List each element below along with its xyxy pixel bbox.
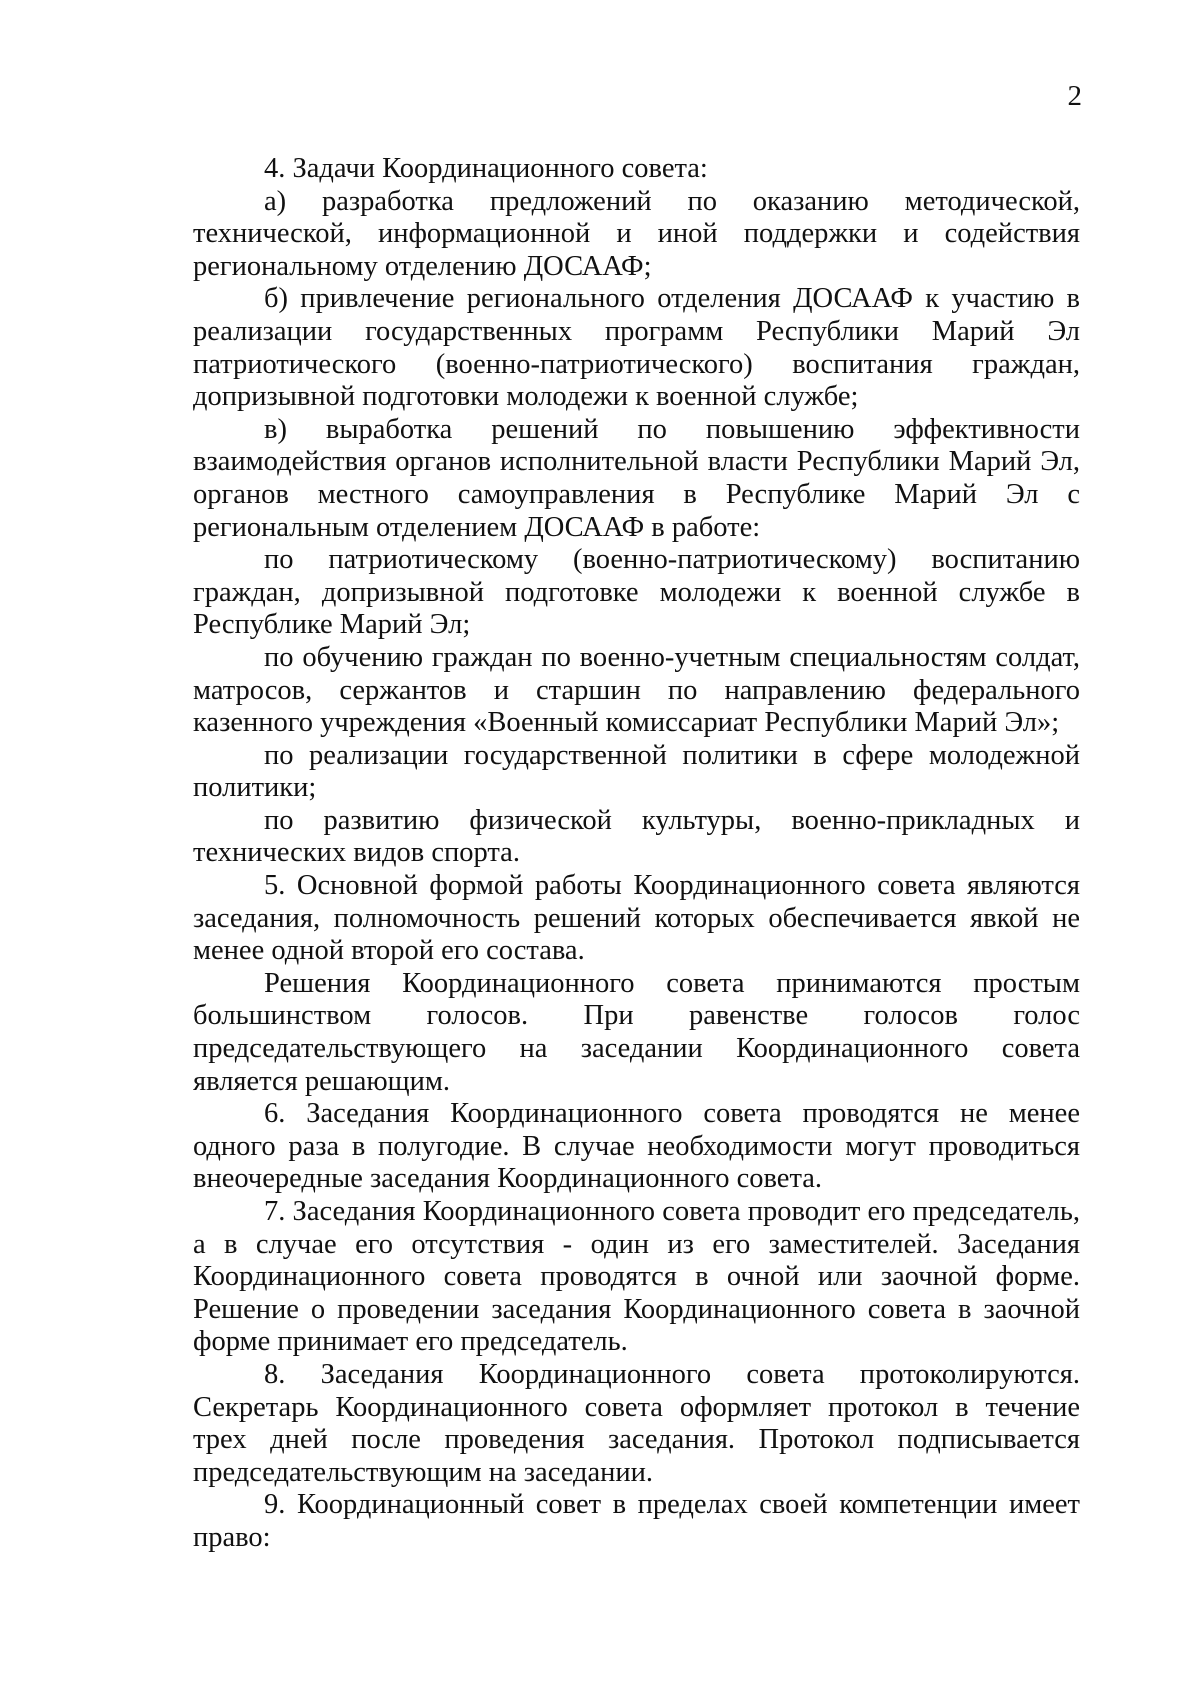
paragraph-8: 8. Заседания Координационного совета протоколируются. Секретарь Координационного совета оформляет протокол в течение трех дней после проведения заседания. Протокол подписывается председательствующим на заседании. (193, 1358, 1080, 1488)
paragraph-5-decisions: Решения Координационного совета принимаются простым большинством голосов. При равенстве голосов голос председательствующего на заседании Координационного совета является решающим. (193, 967, 1080, 1097)
paragraph-7: 7. Заседания Координационного совета проводит его председатель, а в случае его отсутствия - один из его заместителей. Заседания Координационного совета проводятся в очной или заочной форме. Решение о проведении заседания Координационного совета в заочной форме принимает его председатель. (193, 1196, 1080, 1358)
paragraph-9: 9. Координационный совет в пределах своей компетенции имеет право: (193, 1489, 1080, 1553)
page-number: 2 (1067, 80, 1082, 112)
paragraph-5: 5. Основной формой работы Координационного совета являются заседания, полномочность решений которых обеспечивается явкой не менее одной второй его состава. (193, 870, 1080, 967)
paragraph-4v-patriotic: по патриотическому (военно-патриотическому) воспитанию граждан, допризывной подготовке молодежи к военной службе в Республике Марий Эл; (193, 544, 1080, 641)
paragraph-4b: б) привлечение регионального отделения ДОСААФ к участию в реализации государственных программ Республики Марий Эл патриотического (военно-патриотического) воспитания граждан, допризывной подготовки молодежи к военной службе; (193, 283, 1080, 413)
paragraph-6: 6. Заседания Координационного совета проводятся не менее одного раза в полугодие. В случае необходимости могут проводиться внеочередные заседания Координационного совета. (193, 1098, 1080, 1195)
paragraph-4v-youth-policy: по реализации государственной политики в сфере молодежной политики; (193, 739, 1080, 804)
paragraph-4v: в) выработка решений по повышению эффективности взаимодействия органов исполнительной власти Республики Марий Эл, органов местного самоуправления в Республике Марий Эл с региональным отделением ДОСААФ в работе: (193, 413, 1080, 543)
section-4-heading: 4. Задачи Координационного совета: (264, 153, 708, 184)
paragraph-4v-training: по обучению граждан по военно-учетным специальностям солдат, матросов, сержантов и старшин по направлению федерального казенного учреждения «Военный комиссариат Республики Марий Эл»; (193, 641, 1080, 739)
paragraph-4a: а) разработка предложений по оказанию методической, технической, информационной и иной поддержки и содействия региональному отделению ДОСААФ; (193, 185, 1080, 282)
paragraph-4v-sports: по развитию физической культуры, военно-прикладных и технических видов спорта. (193, 804, 1080, 869)
document-body (193, 153, 1080, 1555)
